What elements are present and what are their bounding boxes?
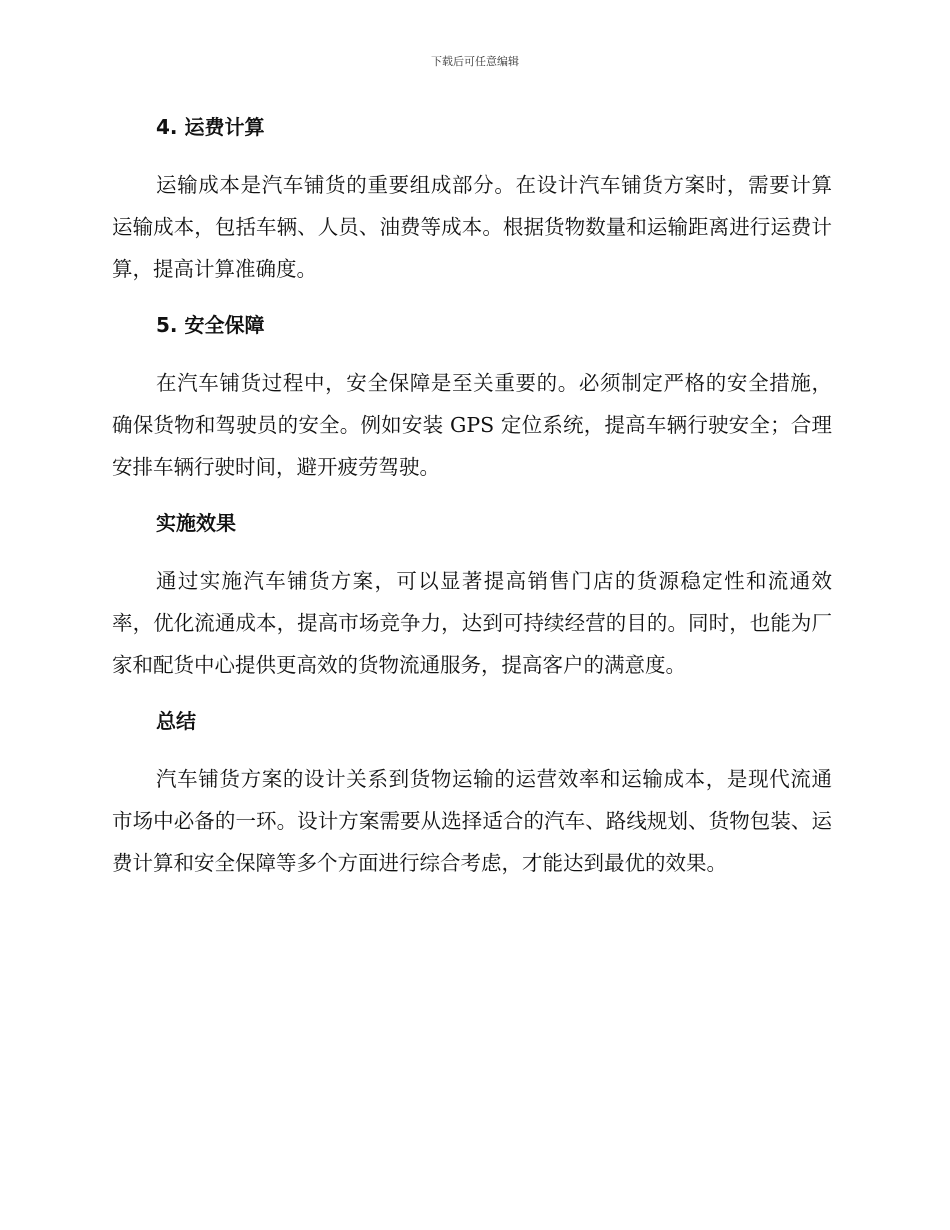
document-body: [112, 112, 832, 884]
section-paragraph: 在汽车铺货过程中，安全保障是至关重要的。必须制定严格的安全措施，确保货物和驾驶员的安全。例如安装 GPS 定位系统，提高车辆行驶安全；合理安排车辆行驶时间，避开疲劳驾驶。: [112, 371, 832, 479]
page-header: 下载后可任意编辑: [431, 55, 519, 68]
section-implementation-effect: [112, 508, 832, 706]
section-summary: [112, 706, 832, 884]
section-heading: 5. 安全保障: [156, 313, 265, 337]
section-paragraph: 汽车铺货方案的设计关系到货物运输的运营效率和运输成本，是现代流通市场中必备的一环。设计方案需要从选择适合的汽车、路线规划、货物包装、运费计算和安全保障等多个方面进行综合考虑，才能达到最优的效果。: [112, 767, 832, 875]
section-paragraph: 通过实施汽车铺货方案，可以显著提高销售门店的货源稳定性和流通效率，优化流通成本，提高市场竞争力，达到可持续经营的目的。同时，也能为厂家和配货中心提供更高效的货物流通服务，提高客户的满意度。: [112, 569, 832, 677]
section-heading: 实施效果: [156, 511, 236, 535]
section-freight-calculation: [112, 112, 832, 310]
section-paragraph: 运输成本是汽车铺货的重要组成部分。在设计汽车铺货方案时，需要计算运输成本，包括车辆、人员、油费等成本。根据货物数量和运输距离进行运费计算，提高计算准确度。: [112, 173, 832, 281]
section-heading: 4. 运费计算: [156, 115, 265, 139]
section-safety-assurance: [112, 310, 832, 508]
section-heading: 总结: [156, 709, 196, 733]
